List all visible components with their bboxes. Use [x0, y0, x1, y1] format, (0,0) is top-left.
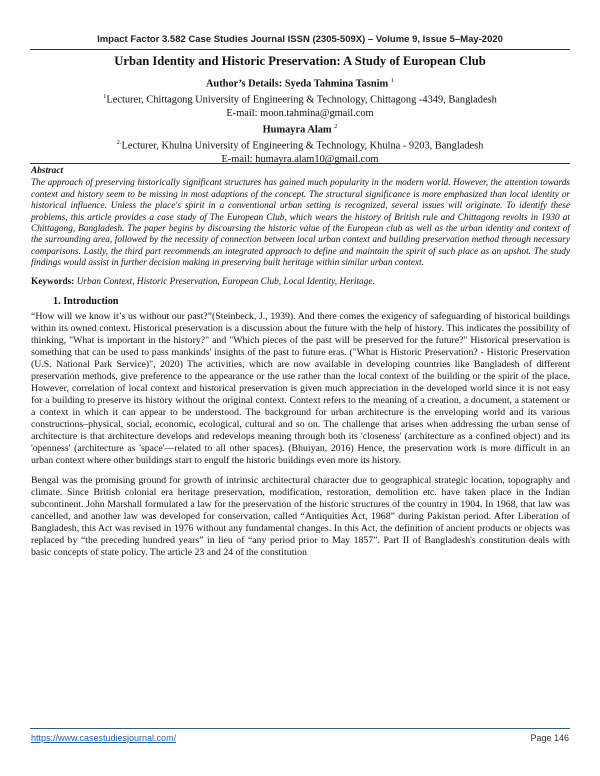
author1-affiliation: [0, 90, 600, 106]
author2-affil-text: Lecturer, Khulna University of Engineering & Technology, Khulna - 9203, Bangladesh: [121, 140, 484, 152]
author2-name: Humayra Alam: [262, 124, 332, 136]
page-number: Page 146: [530, 733, 569, 743]
author2-sup: 2: [334, 122, 338, 130]
journal-url-link[interactable]: https://www.casestudiesjournal.com/: [31, 733, 177, 743]
journal-header: Impact Factor 3.582 Case Studies Journal ISSN (2305-509X) – Volume 9, Issue 5–May-2020: [97, 34, 503, 45]
author2-line: [0, 120, 600, 136]
author2-affil-sup: 2.: [116, 139, 122, 147]
keywords-label: Keywords:: [31, 276, 77, 287]
header-rule: [30, 49, 570, 50]
footer-rule: [30, 728, 570, 729]
author2-email: E-mail: humayra.alam10@gmail.com: [221, 153, 379, 165]
abstract-rule: [30, 163, 570, 164]
author1-line: [0, 74, 600, 90]
author2-affiliation: [0, 136, 600, 152]
author-block: [0, 74, 600, 166]
abstract-heading: Abstract: [31, 166, 64, 176]
intro-paragraph-1: “How will we know it’s us without our past?”(Steinbeck, J., 1939). And there comes the exigency of safeguarding of historical buildings within its owned context. Historical preservation is a discussion about the future with the help of history. This indicates the possibility of thinking, "What is important in the history?" and "Which pieces of the past will be preserved for the future?" Historical preservation is something that can be used to pass mankinds' insights of the past to future eras. ("What is Historic Preservation? - Historic Preservation (U.S. National Park Service)", 2020) The activities, which are now available in developing countries like Bangladesh of different preservation methods, give preference to the appearance or the use rather than the local context of the building or the spirit of the place. However, correlation of local context and historical preservation is given much appreciation in the developed world since it is not easy for a building to preserve its history without the original context. Context refers to the meaning of a creation, a document, a statement or a context in which it can appear to be understood. The background for urban architecture is the enveloping world and its various constructions–physical, social, economic, ecological, cultural and so on. The challenge that arises when addressing the urban sense of architecture is that architecture develops and redevelops meaning through both its 'closeness' (architecture as a confined object) and its 'openness' (architecture as 'space'—related to all other spaces). (Bhuiyan, 2016) Hence, the preservation work is more difficult in an urban context where other buildings start to engulf the historic buildings even more its history.: [31, 311, 570, 467]
author-details-label: Author’s Details:: [205, 78, 285, 90]
author1-email: E-mail: moon.tahmina@gmail.com: [226, 107, 374, 119]
keywords-line: [31, 277, 570, 288]
intro-paragraph-2: Bengal was the promising ground for growth of intrinsic architectural character due to geographical strategic location, topography and climate. Since British colonial era heritage preservation, modification, restoration, demolition etc. have taken place in the Indian subcontinent. John Marshall formulated a law for the preservation of the historic structures of the country in 1904. In 1968, that law was cancelled, and another law was developed for conservation, called “Antiquities Act, 1968” during Pakistan period. After Liberation of Bangladesh, this Act was revised in 1976 without any fundamental changes. In this Act, the definition of ancient products or objects was replaced by “the preceding hundred years” in lieu of “any period prior to May 1857”. Part II of Bangladesh's constitution deals with basic concepts of state policy. The article 23 and 24 of the constitution: [31, 475, 570, 559]
author1-affil-sup: 1: [103, 93, 107, 101]
author1-name: Syeda Tahmina Tasnim: [284, 78, 389, 90]
paper-title: Urban Identity and Historic Preservation: A Study of European Club: [114, 54, 486, 68]
author1-sup: 1: [390, 77, 395, 84]
main-content: [31, 166, 570, 559]
abstract-text: The approach of preserving historically significant structures has gained much popularity in the modern world. However, the attention towards context and history seem to be missing in most adaptions of the concept. The structural significance is more emphasized than local identity or historical influence. Unless the place's spirit in a conventional urban setting is recognized, several issues will originate. To identify these problems, this article provides a case study of The European Club, which wears the history of British rule and Chittagong revolts in 1930 at Chittagong, Bangladesh. The paper begins by discoursing the historic value of the European club as well as the urban identity and context of the surrounding area, followed by the necessity of connection between local urban context and building preservation method through necessary comparisons. Lastly, the third part recommends an integrated approach to define and maintain the spirit of such place as an upshot. The study findings would assist in further decision making in preserving built heritage within similar urban context.: [31, 178, 570, 269]
section-heading-introduction: 1. Introduction: [53, 296, 119, 308]
author1-affil-text: Lecturer, Chittagong University of Engineering & Technology, Chittagong -4349, Bangladesh: [106, 94, 497, 106]
keywords-text: Urban Context, Historic Preservation, European Club, Local Identity, Heritage.: [76, 276, 375, 287]
